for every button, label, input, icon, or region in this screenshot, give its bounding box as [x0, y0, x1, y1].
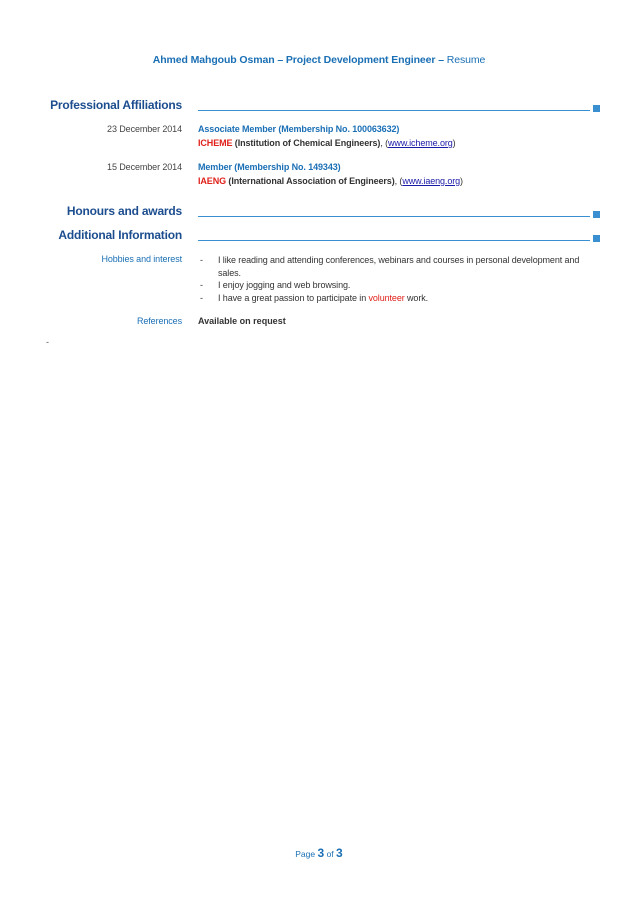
org-name: (International Association of Engineers) — [226, 176, 395, 186]
separator-text: , ( — [380, 138, 389, 148]
affiliation-date: 23 December 2014 — [107, 124, 182, 134]
close-paren: ) — [460, 176, 463, 186]
section-professional-affiliations — [0, 98, 638, 114]
close-paren: ) — [452, 138, 456, 148]
section-title: Additional Information — [58, 228, 182, 242]
bullet-dash: - — [200, 292, 203, 303]
org-acronym: IAENG — [198, 176, 227, 186]
section-square-marker — [593, 235, 600, 242]
total-page-count: 3 — [336, 846, 343, 860]
membership-title: Member (Membership No. 149343) — [198, 162, 341, 172]
list-item — [198, 279, 598, 292]
list-item — [198, 292, 598, 305]
section-honours-awards — [0, 204, 638, 220]
membership-title: Associate Member (Membership No. 100063632) — [198, 124, 400, 134]
current-page-number: 3 — [317, 846, 325, 860]
page-header — [0, 54, 638, 66]
hobbies-list — [198, 254, 598, 304]
hobby-text-continued: sales. — [218, 267, 241, 278]
section-square-marker — [593, 105, 600, 112]
page-footer — [0, 846, 638, 860]
references-label: References — [136, 316, 182, 326]
references-value: Available on request — [198, 316, 286, 326]
section-rule — [198, 240, 590, 241]
org-name: (Institution of Chemical Engineers) — [232, 138, 381, 148]
section-square-marker — [593, 211, 600, 218]
hobby-text-end: work. — [404, 292, 429, 303]
hobby-text: I like reading and attending conferences, webinars and courses in personal development and — [218, 255, 580, 265]
header-doc-type: Resume — [446, 54, 486, 66]
page-word: Page — [295, 849, 316, 859]
affiliation-entry — [198, 122, 456, 150]
section-title: Professional Affiliations — [50, 98, 182, 112]
of-word: of — [326, 849, 334, 859]
affiliation-entry — [198, 160, 463, 188]
header-name-title: Ahmed Mahgoub Osman – Project Development Engineer – — [152, 54, 444, 66]
org-website-link[interactable]: www.icheme.org — [388, 138, 453, 148]
section-rule — [198, 216, 590, 217]
section-additional-information — [0, 228, 638, 244]
org-website-link[interactable]: www.iaeng.org — [402, 176, 461, 186]
separator-text: , ( — [394, 176, 403, 186]
hobbies-label: Hobbies and interest — [101, 254, 182, 264]
stray-mark: - — [46, 337, 49, 347]
hobby-highlight: volunteer — [368, 292, 405, 303]
org-acronym: ICHEME — [198, 138, 233, 148]
hobby-text: I enjoy jogging and web browsing. — [218, 280, 351, 290]
bullet-dash: - — [200, 255, 203, 265]
section-rule — [198, 110, 590, 111]
list-item — [198, 254, 598, 279]
affiliation-date: 15 December 2014 — [107, 162, 182, 172]
section-title: Honours and awards — [66, 204, 182, 218]
hobby-text: I have a great passion to participate in — [218, 292, 369, 303]
bullet-dash: - — [200, 280, 203, 290]
